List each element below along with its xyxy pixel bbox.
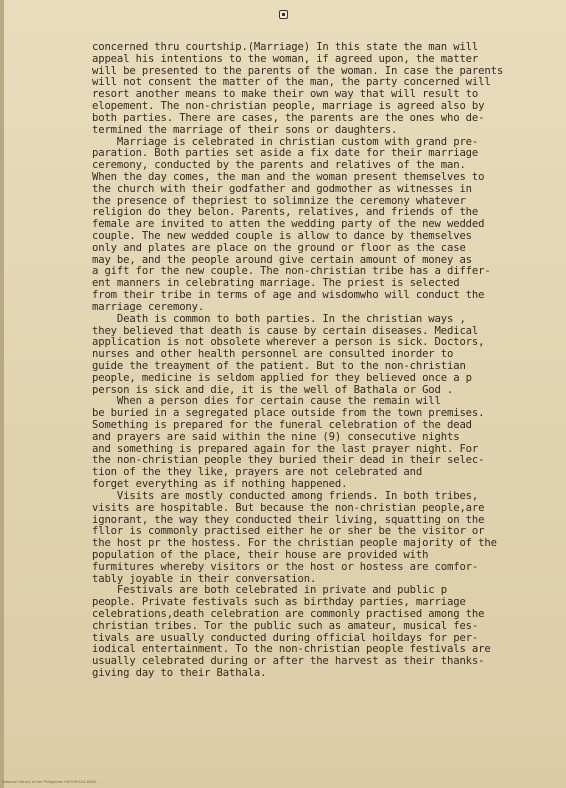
text-line: When a person dies for certain cause the remain will: [92, 396, 441, 408]
text-line: termined the marriage of their sons or daughters.: [92, 124, 398, 136]
page-edge: [0, 0, 4, 788]
text-line: nurses and other health personnel are consulted inorder to: [92, 349, 454, 361]
text-line: When the day comes, the man and the woman present themselves to: [92, 171, 485, 183]
text-line: religion do they belon. Parents, relatives, and friends of the: [92, 207, 479, 219]
text-line: paration. Both parties set aside a fix date for their marriage: [92, 148, 479, 160]
text-line: will not consent the matter of the man, the party concerned will: [92, 77, 491, 89]
text-line: ceremony, conducted by the parents and relatives of the man.: [92, 160, 466, 172]
text-line: the non-christian people they buried their dead in their selec-: [92, 455, 485, 467]
text-line: and prayers are said within the nine (9) consecutive nights: [92, 431, 460, 443]
text-line: both parties. There are cases, the parents are the ones who de-: [92, 112, 485, 124]
text-line: ignorant, the way they conducted their living, squatting on the: [92, 514, 485, 526]
text-line: the host pr the hostess. For the christian people majority of the: [92, 538, 497, 550]
text-line: guide the treayment of the patient. But to the non-christian: [92, 360, 466, 372]
text-line: will be presented to the parents of the woman. In case the parents: [92, 65, 504, 77]
footer-caption: National Library of the Philippines HISTORICAL DATA ...: [2, 780, 101, 784]
text-line: Visits are mostly conducted among friends. In both tribes,: [92, 490, 479, 502]
text-line: may be, and the people around give certain amount of money as: [92, 254, 472, 266]
text-line: they believed that death is cause by certain diseases. Medical: [92, 325, 479, 337]
text-line: Festivals are both celebrated in private and public p: [92, 585, 447, 597]
text-line: female are invited to atten the wedding party of the new wedded: [92, 219, 485, 231]
text-line: concerned thru courtship.(Marriage) In this state the man will: [92, 42, 479, 53]
text-line: forget everything as if nothing happened.: [92, 479, 348, 491]
text-line: marriage ceremony.: [92, 301, 205, 313]
text-line: christian tribes. Tor the public such as amateur, musical fes-: [92, 620, 479, 632]
text-line: appeal his intentions to the woman, if agreed upon, the matter: [92, 53, 479, 65]
text-line: person is sick and die, it is the well of Bathala or God .: [92, 384, 454, 396]
text-line: tivals are usually conducted during official hoildays for per-: [92, 632, 479, 644]
text-line: visits are hospitable. But because the non-christian people,are: [92, 502, 485, 514]
text-line: ent manners in celebrating marriage. The priest is selected: [92, 278, 460, 290]
text-line: tion of the they like, prayers are not celebrated and: [92, 467, 423, 479]
text-line: population of the place, their house are provided with: [92, 549, 429, 561]
text-line: tably joyable in their conversation.: [92, 573, 317, 585]
text-line: a gift for the new couple. The non-christian tribe has a differ-: [92, 266, 491, 278]
text-line: be buried in a segregated place outside from the town premises.: [92, 408, 485, 420]
document-body: [92, 42, 512, 680]
text-line: usually celebrated during or after the harvest as their thanks-: [92, 656, 485, 668]
text-line: Something is prepared for the funeral celebration of the dead: [92, 420, 472, 431]
text-line: giving day to their Bathala.: [92, 668, 267, 680]
text-line: the church with their godfather and godmother as witnesses in: [92, 183, 472, 195]
text-line: celebrations,death celebration are commonly practised among the: [92, 609, 485, 620]
text-line: and something is prepared again for the last prayer night. For: [92, 443, 479, 455]
text-line: iodical entertainment. To the non-christian people festivals are: [92, 644, 491, 656]
text-line: people. Private festivals such as birthday parties, marriage: [92, 597, 466, 609]
text-line: Marriage is celebrated in christian custom with grand pre-: [92, 136, 479, 148]
text-line: only and plates are place on the ground or floor as the case: [92, 242, 466, 254]
text-line: couple. The new wedded couple is allow to dance by themselves: [92, 231, 472, 242]
text-line: furmitures whereby visitors or the host or hostess are comfor-: [92, 561, 479, 573]
text-line: elopement. The non-christian people, marriage is agreed also by: [92, 101, 485, 113]
text-line: people, medicine is seldom applied for they believed once a p: [92, 372, 472, 384]
text-line: fllor is commonly practised either he or sher be the visitor or: [92, 526, 485, 538]
binding-hole: [279, 10, 288, 19]
text-line: the presence of thepriest to solimnize the ceremony whatever: [92, 195, 466, 207]
text-line: resort another means to make their own way that will result to: [92, 89, 479, 101]
text-line: Death is common to both parties. In the christian ways ,: [92, 313, 466, 325]
text-line: application is not obsolete wherever a person is sick. Doctors,: [92, 337, 485, 349]
text-line: from their tribe in terms of age and wisdomwho will conduct the: [92, 290, 485, 302]
